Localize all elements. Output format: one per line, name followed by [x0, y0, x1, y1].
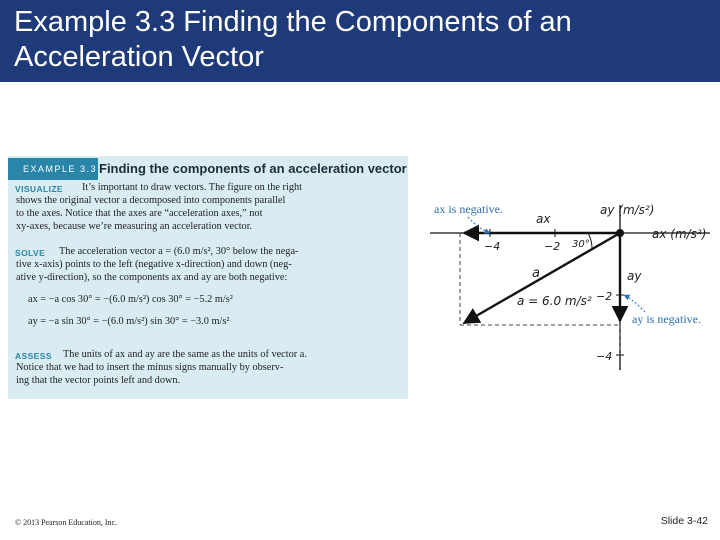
visualize-line-3: to the axes. Notice that the axes are “acceleration axes,” not	[16, 208, 263, 219]
title-bar	[0, 0, 720, 82]
copyright-footer: © 2013 Pearson Education, Inc.	[15, 518, 118, 527]
tick-label-x-neg2: −2	[544, 240, 561, 253]
example-title: Finding the components of an acceleration vector	[99, 161, 407, 176]
solve-line-1: The acceleration vector a = (6.0 m/s², 30° below the nega-	[59, 246, 299, 257]
vector-ax-label: ax	[536, 212, 551, 226]
assess-line-3: ing that the vector points left and down.	[16, 375, 181, 386]
x-axis-label: ax (m/s²)	[652, 227, 707, 241]
solve-label: SOLVE	[15, 248, 46, 258]
example-label-box	[8, 158, 98, 180]
visualize-line-2: shows the original vector a decomposed into components parallel	[16, 195, 286, 206]
note-ay-pointer	[624, 295, 645, 312]
tick-label-y-neg4: −4	[596, 350, 613, 363]
vector-a-label: a	[532, 266, 540, 281]
visualize-line-1: It’s important to draw vectors. The figure on the right	[82, 182, 302, 193]
tick-label-x-neg4: −4	[484, 240, 501, 253]
assess-line-2: Notice that we had to insert the minus signs manually by observ-	[16, 362, 284, 373]
equation-ay: ay = −a sin 30° = −(6.0 m/s²) sin 30° = −3.0 m/s²	[28, 316, 230, 327]
equation-ax: ax = −a cos 30° = −(6.0 m/s²) cos 30° = −5.2 m/s²	[28, 294, 233, 305]
y-axis-label: ay (m/s²)	[600, 203, 655, 217]
origin-dot	[616, 229, 624, 237]
slide-title-line-2: Acceleration Vector	[14, 41, 264, 73]
solve-line-3: ative y-direction), so the components ax and ay are both negative:	[16, 272, 288, 283]
solve-line-2: tive x-axis) points to the left (negative x-direction) and down (neg-	[16, 259, 292, 270]
magnitude-label: a = 6.0 m/s²	[517, 294, 592, 308]
assess-label: ASSESS	[15, 351, 52, 361]
assess-line-1: The units of ax and ay are the same as the units of vector a.	[63, 349, 307, 360]
note-ax-negative: ax is negative.	[434, 202, 503, 216]
angle-label: 30°	[572, 239, 590, 250]
tick-label-y-neg2: −2	[596, 290, 613, 303]
visualize-line-4: xy-axes, because we’re measuring an acceleration vector.	[16, 221, 253, 232]
acceleration-vector-figure	[420, 185, 720, 375]
note-ay-negative: ay is negative.	[632, 312, 701, 326]
note-ax-pointer	[468, 217, 490, 233]
slide-title-line-1: Example 3.3 Finding the Components of an	[14, 6, 572, 38]
example-label: EXAMPLE 3.3	[23, 164, 98, 174]
example-panel	[8, 156, 408, 399]
vector-ay-label: ay	[627, 269, 642, 283]
slide-number: Slide 3-42	[660, 515, 708, 527]
visualize-label: VISUALIZE	[15, 184, 63, 194]
